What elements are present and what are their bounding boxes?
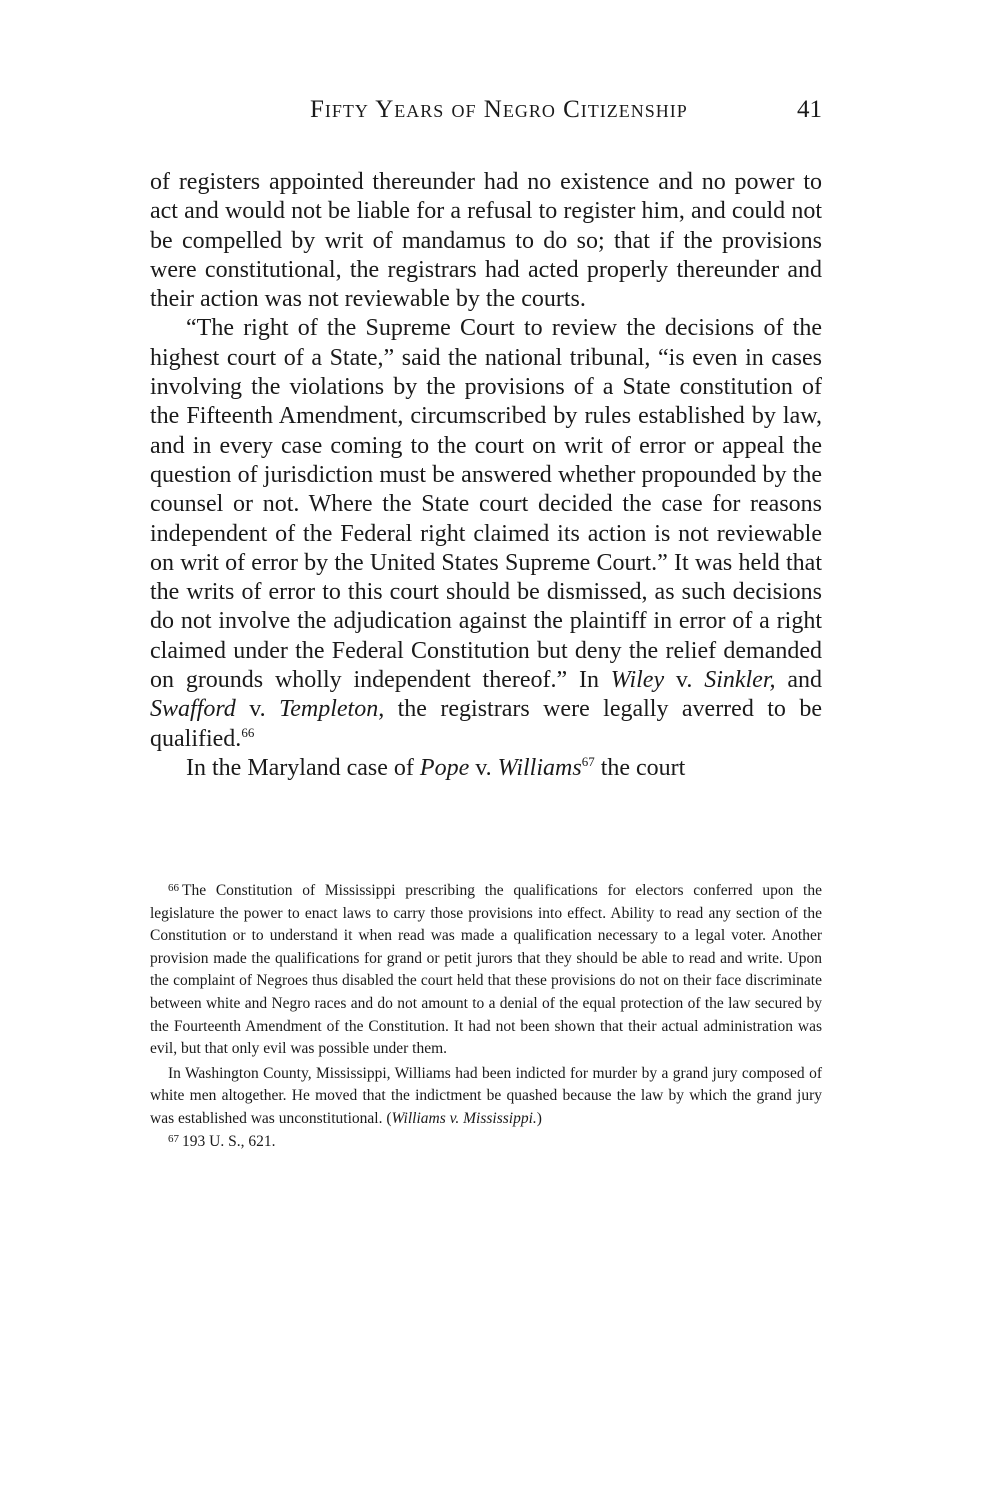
case-name-templeton: Templeton, bbox=[279, 696, 385, 723]
main-text bbox=[150, 168, 822, 783]
running-title: Fifty Years of Negro Citizenship bbox=[310, 96, 688, 123]
footnote-number-67: 67 bbox=[168, 1132, 179, 1145]
closing-paren: ) bbox=[536, 1109, 542, 1127]
case-name-williams: Williams bbox=[497, 754, 582, 781]
case-name-pope: Pope bbox=[419, 754, 470, 781]
footnote-ref-66: 66 bbox=[241, 724, 255, 740]
paragraph-3-text: In the Maryland case of bbox=[186, 754, 420, 781]
footnote-66-continued-text: In Washington County, Mississippi, Williams had been indicted for murder by a grand jury composed of white men altogether. He moved that the indictment be quashed because the law by which the grand jury was established was unconstitutional. ( bbox=[150, 1064, 822, 1127]
footnote-ref-67: 67 bbox=[581, 753, 595, 769]
case-name-swafford: Swafford bbox=[150, 696, 236, 723]
conjunction: and bbox=[775, 667, 822, 694]
footnote-67-text: 193 U. S., 621. bbox=[182, 1132, 276, 1150]
footnote-66-continued bbox=[150, 1063, 822, 1131]
footnotes bbox=[150, 880, 822, 1153]
paragraph-3-end: the court bbox=[594, 754, 686, 781]
footnote-66 bbox=[150, 880, 822, 1061]
versus: v. bbox=[469, 754, 498, 781]
footnote-number-66: 66 bbox=[168, 882, 179, 894]
paragraph-2-text: “The right of the Supreme Court to review the decisions of the highest court of a State,” said the national tribunal, “is even in cases involving the violations by the provisions of a State constitution of the Fifteenth Amendment, circumscribed by rules established by law, and in every case coming to the court on writ of error or appeal the question of jurisdiction must be answered whether propounded by the counsel or not. Where the State court decided the case for reasons independent of the Federal right claimed its action is not reviewable on writ of error by the United States Supreme Court.” It was held that the writs of error to this court should be dismissed, as such decisions do not involve the adjudication against the plaintiff in error of a right claimed under the Federal Constitution but deny the relief demanded on grounds wholly independent thereof.” In bbox=[150, 315, 822, 694]
case-name-sinkler: Sinkler, bbox=[704, 667, 776, 694]
paragraph-3 bbox=[150, 754, 822, 783]
paragraph-2 bbox=[150, 314, 822, 753]
footnote-66-text: The Constitution of Mississippi prescribing the qualifications for electors conferred upon the legislature the power to enact laws to carry those provisions into effect. Ability to read any section of the Constitution or to understand it when read was made a qualification necessary to a legal voter. Another provision made the qualifications for grand or petit jurors that they should be able to read and write. Upon the complaint of Negroes thus disabled the court held that these provisions do not on their face discriminate between white and Negro races and do not amount to a denial of the equal protection of the law secured by the Fourteenth Amendment of the Constitution. It had not been shown that their actual administration was evil, but that only evil was possible under them. bbox=[150, 882, 822, 1058]
case-name-wiley: Wiley bbox=[610, 667, 665, 694]
footnote-67 bbox=[150, 1131, 822, 1154]
case-citation-williams-mississippi: Williams v. Mississippi. bbox=[391, 1109, 537, 1127]
versus: v. bbox=[664, 667, 705, 694]
paragraph-1: of registers appointed thereunder had no existence and no power to act and would not be liable for a refusal to register him, and could not be compelled by writ of mandamus to do so; that if the provisions were constitutional, the registrars had acted properly thereunder and their action was not reviewable by the courts. bbox=[150, 169, 822, 313]
versus: v. bbox=[235, 696, 280, 723]
paragraph-2-end: the registrars were legally averred to be qualified. bbox=[150, 696, 822, 752]
page-number: 41 bbox=[797, 96, 822, 123]
page-header bbox=[150, 90, 822, 130]
